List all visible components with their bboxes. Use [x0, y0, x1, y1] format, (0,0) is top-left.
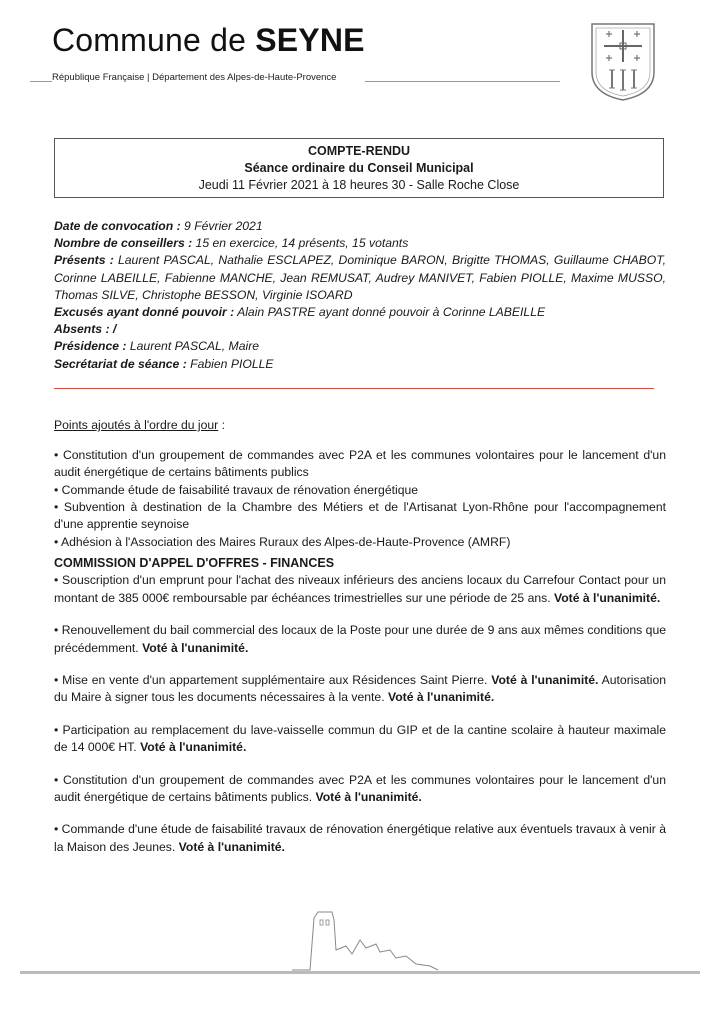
- report-header-box: [54, 138, 664, 198]
- footer-rule: [20, 971, 700, 974]
- deliberation-item: • Participation au remplacement du lave-vaisselle commun du GIP et de la cantine scolaire à hauteur maximale de 14 000€ HT. Voté à l'unanimité.: [54, 722, 666, 755]
- info-row: Présidence : Laurent PASCAL, Maire: [54, 339, 260, 354]
- info-row: Secrétariat de séance : Fabien PIOLLE: [54, 356, 274, 371]
- session-date: Jeudi 11 Février 2021 à 18 heures 30 - Salle Roche Close: [198, 178, 520, 192]
- session-type: Séance ordinaire du Conseil Municipal: [244, 161, 474, 175]
- list-item: • Commande étude de faisabilité travaux de rénovation énergétique: [54, 482, 419, 497]
- meeting-info: [54, 218, 666, 373]
- added-points-heading: Points ajoutés à l'ordre du jour :: [54, 418, 226, 433]
- deliberation-item: • Commande d'une étude de faisabilité travaux de rénovation énergétique relative aux éventuels travaux à venir à la Maison des Jeunes. Voté à l'unanimité.: [54, 822, 666, 854]
- page-subtitle: République Française | Département des Alpes-de-Haute-Provence: [52, 72, 337, 83]
- subtitle-rule-right: [365, 81, 560, 82]
- coat-of-arms-icon: [586, 20, 660, 102]
- added-points: [54, 405, 666, 551]
- report-type: COMPTE-RENDU: [307, 144, 411, 158]
- deliberation-item: • Renouvellement du bail commercial des locaux de la Poste pour une durée de 9 ans aux mêmes conditions que précédemment. Voté à l'unanimité.: [54, 623, 666, 655]
- title-commune: SEYNE: [255, 22, 365, 58]
- village-skyline-icon: [290, 910, 440, 972]
- info-row: Excusés ayant donné pouvoir : Alain PASTRE ayant donné pouvoir à Corinne LABEILLE: [54, 305, 546, 320]
- page-title: [52, 22, 365, 59]
- info-row: Nombre de conseillers : 15 en exercice, 14 présents, 15 votants: [54, 236, 409, 251]
- info-row: Absents : /: [54, 322, 117, 337]
- deliberation-item: • Souscription d'un emprunt pour l'achat des niveaux inférieurs des anciens locaux du Carrefour Contact pour un montant de 385 000€ remboursable par échéances trimestrielles sur une période de 25 ans. Voté à l'unanimité.: [54, 573, 666, 605]
- list-item: • Adhésion à l'Association des Maires Ruraux des Alpes-de-Haute-Provence (AMRF): [54, 534, 511, 549]
- title-prefix: Commune de: [52, 22, 256, 58]
- info-row: Date de convocation : 9 Février 2021: [54, 219, 263, 233]
- deliberation-item: • Constitution d'un groupement de commandes avec P2A et les communes volontaires pour le lancement d'un audit énergétique de certains bâtiments publics. Voté à l'unanimité.: [54, 772, 666, 805]
- list-item: • Constitution d'un groupement de commandes avec P2A et les communes volontaires pour le lancement d'un audit énergétique de certains bâtiments publics: [54, 447, 666, 480]
- info-row: Présents : Laurent PASCAL, Nathalie ESCLAPEZ, Dominique BARON, Brigitte THOMAS, Guillaume CHABOT, Corinne LABEILLE, Fabienne MANCHE, Jean REMUSAT, Audrey MANIVET, Fabien PIOLLE, Maxime MUSSO, Thomas SILVE, Christophe BESSON, Virginie ISOARD: [54, 253, 666, 302]
- subtitle-rule-left: [30, 81, 52, 82]
- deliberation-item: • Mise en vente d'un appartement supplémentaire aux Résidences Saint Pierre. Voté à l'unanimité. Autorisation du Maire à signer tous les documents nécessaires à la vente. Voté à l'unanimité.: [54, 673, 666, 705]
- commission-heading: COMMISSION D'APPEL D'OFFRES - FINANCES: [54, 556, 335, 570]
- list-item: • Subvention à destination de la Chambre des Métiers et de l'Artisanat Lyon-Rhône pour l'accompagnement d'une apprentie seynoise: [54, 500, 666, 532]
- commission-section: [54, 555, 666, 871]
- section-divider: [54, 388, 654, 389]
